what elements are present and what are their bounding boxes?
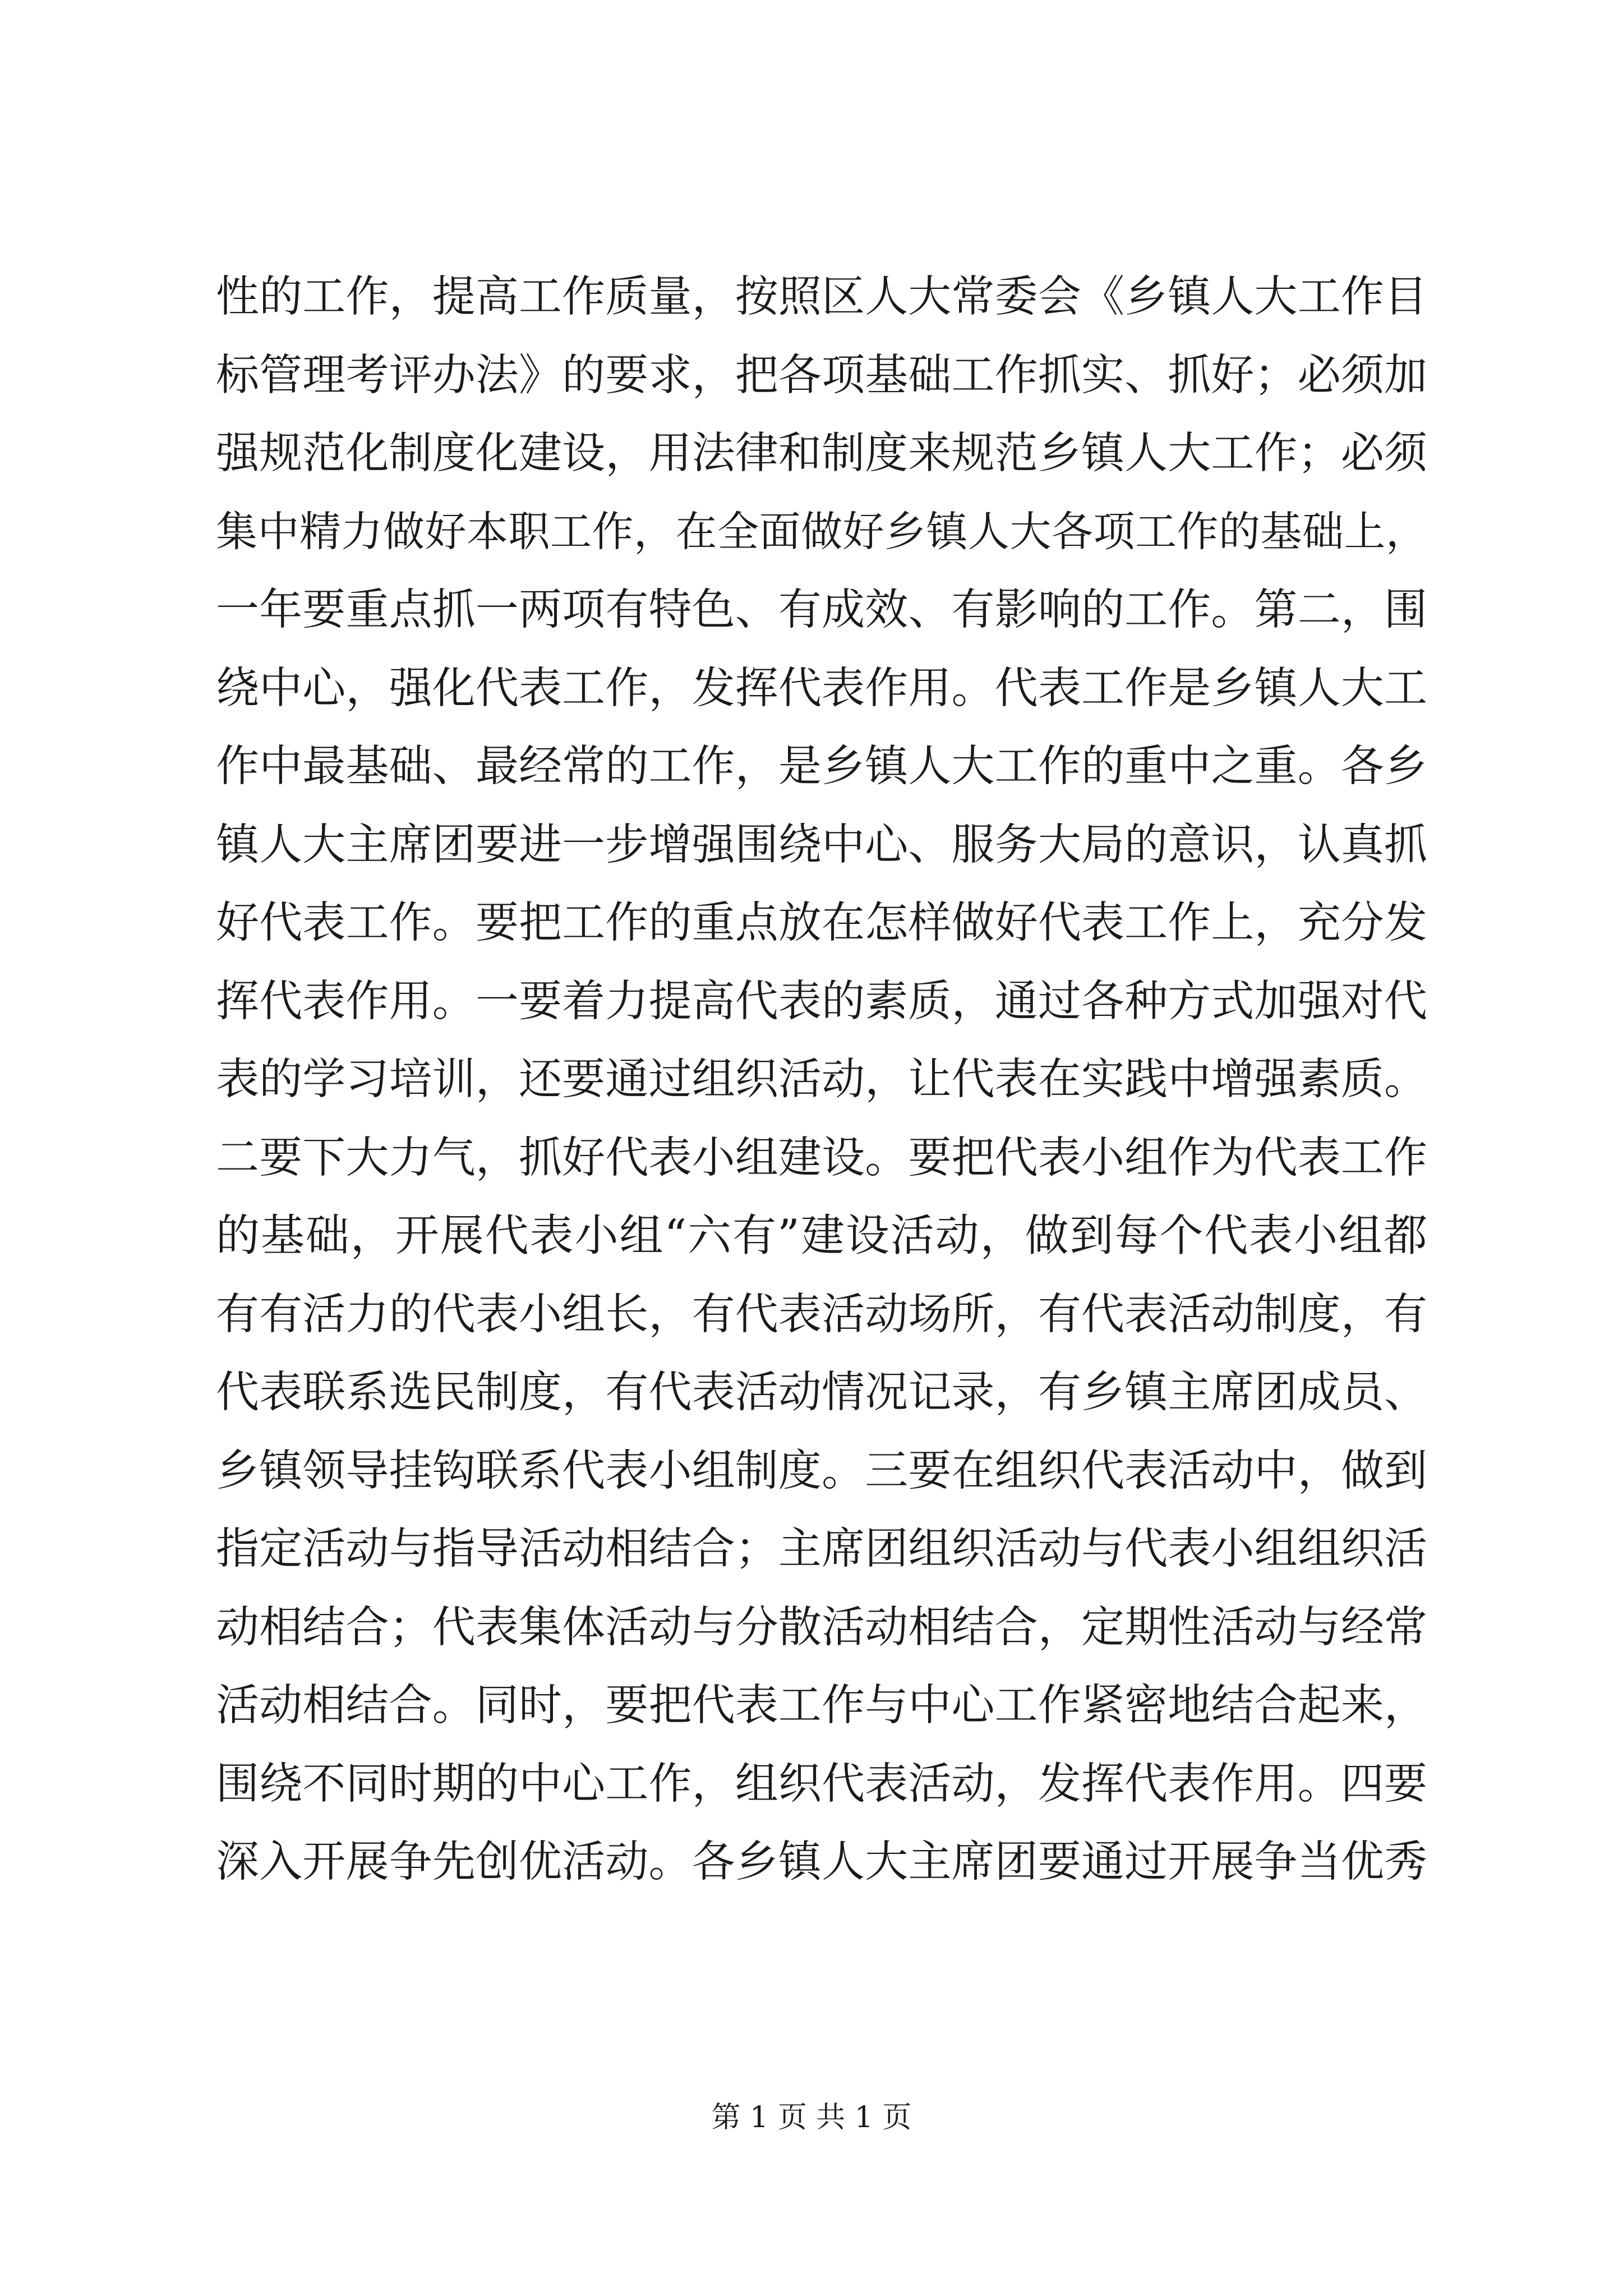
text-line: 一年要重点抓一两项有特色、有成效、有影响的工作。第二，围 [216, 585, 1427, 635]
text-line: 围绕不同时期的中心工作，组织代表活动，发挥代表作用。四要 [216, 1759, 1427, 1809]
text-line: 活动相结合。同时，要把代表工作与中心工作紧密地结合起来， [216, 1681, 1427, 1731]
text-line: 镇人大主席团要进一步增强围绕中心、服务大局的意识，认真抓 [216, 820, 1427, 870]
text-line: 集中精力做好本职工作，在全面做好乡镇人大各项工作的基础上， [216, 507, 1427, 556]
text-line: 作中最基础、最经常的工作，是乡镇人大工作的重中之重。各乡 [216, 742, 1427, 792]
text-line: 绕中心，强化代表工作，发挥代表作用。代表工作是乡镇人大工 [216, 663, 1427, 714]
text-line: 代表联系选民制度，有代表活动情况记录，有乡镇主席团成员、 [216, 1368, 1427, 1418]
text-line: 的基础，开展代表小组“六有”建设活动，做到每个代表小组都 [216, 1211, 1427, 1261]
text-line: 表的学习培训，还要通过组织活动，让代表在实践中增强素质。 [216, 1055, 1427, 1105]
body-text [216, 258, 1427, 1902]
page-number-label: 第 1 页 共 1 页 [711, 2101, 912, 2134]
text-line: 标管理考评办法》的要求，把各项基础工作抓实、抓好；必须加 [216, 350, 1427, 401]
text-line: 指定活动与指导活动相结合；主席团组织活动与代表小组组织活 [216, 1524, 1427, 1574]
page-footer [0, 2098, 1623, 2137]
text-line: 性的工作，提高工作质量，按照区人大常委会《乡镇人大工作目 [216, 272, 1427, 322]
text-line: 乡镇领导挂钩联系代表小组制度。三要在组织代表活动中，做到 [216, 1446, 1427, 1496]
text-line: 好代表工作。要把工作的重点放在怎样做好代表工作上，充分发 [216, 898, 1427, 948]
text-line: 深入开展争先创优活动。各乡镇人大主席团要通过开展争当优秀 [216, 1837, 1427, 1887]
text-line: 二要下大力气，抓好代表小组建设。要把代表小组作为代表工作 [216, 1133, 1427, 1183]
text-line: 有有活力的代表小组长，有代表活动场所，有代表活动制度，有 [216, 1289, 1427, 1340]
text-line: 强规范化制度化建设，用法律和制度来规范乡镇人大工作；必须 [216, 429, 1427, 478]
text-line: 动相结合；代表集体活动与分散活动相结合，定期性活动与经常 [216, 1602, 1427, 1653]
text-line: 挥代表作用。一要着力提高代表的素质，通过各种方式加强对代 [216, 976, 1427, 1027]
